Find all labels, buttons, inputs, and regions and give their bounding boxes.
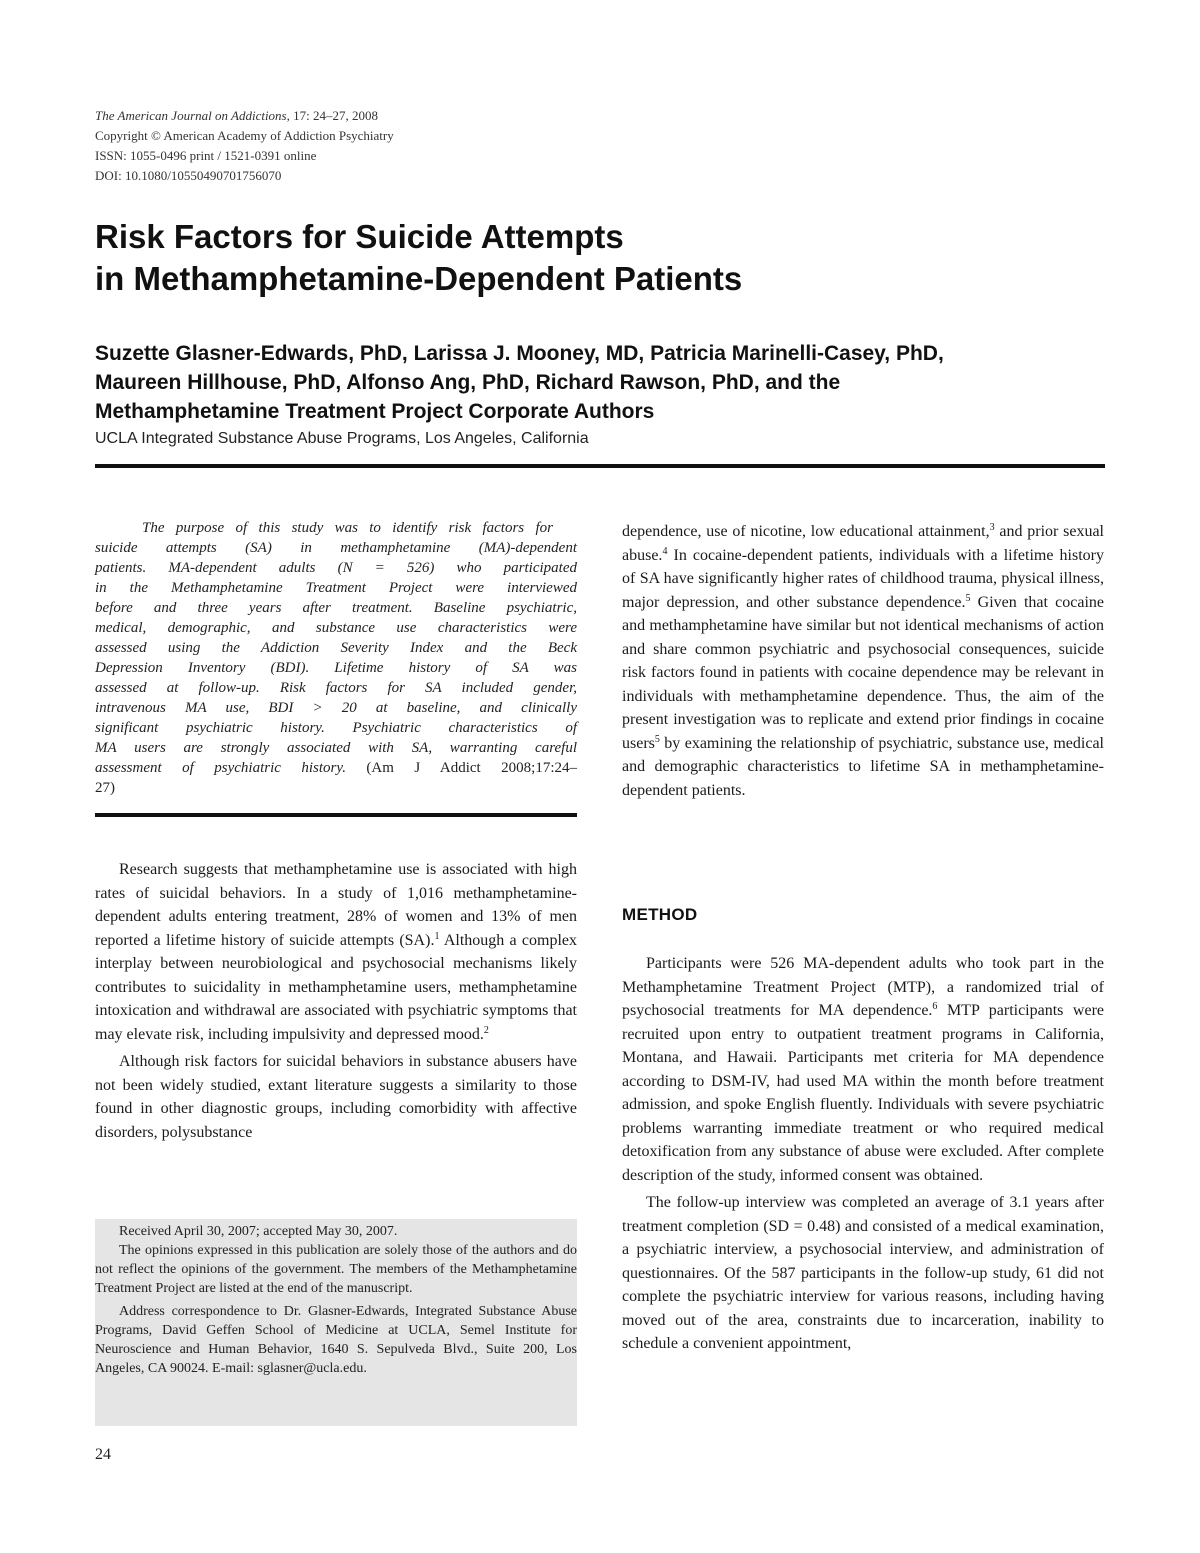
intro-paragraph-continued — [622, 520, 1104, 802]
abstract-line: patients. MA-dependent adults (N = 526) who participated — [95, 560, 577, 576]
reference-superscript: 3 — [989, 522, 995, 533]
reference-superscript: 6 — [932, 1001, 938, 1012]
issn-line: ISSN: 1055-0496 print / 1521-0391 online — [95, 148, 317, 163]
header-divider — [95, 464, 1105, 468]
reference-superscript: 5 — [965, 592, 971, 604]
abstract-line: medical, demographic, and substance use characteristics were — [95, 620, 577, 636]
reference-superscript: 2 — [483, 1024, 489, 1036]
reference-superscript: 1 — [434, 930, 440, 942]
copyright-line: Copyright © American Academy of Addiction Psychiatry — [95, 128, 394, 143]
intro-text: Research suggests that methamphetamine use is associated with high rates of suicidal behaviors. In a study of 1,016 methamphetamine-dependent adults entering treatment, 28% of women and 13% of men reported a lifetime history of suicide attempts (SA). — [95, 861, 577, 949]
author-list — [95, 339, 1105, 426]
method-body — [622, 952, 1104, 1356]
title-line-1: Risk Factors for Suicide Attempts — [95, 218, 624, 255]
method-text: Participants were 526 MA-dependent adults who took part in the Methamphetamine Treatment Project (MTP), a randomized trial of psychosocial treatments for MA dependence. — [622, 955, 1104, 1019]
author-line-2: Maureen Hillhouse, PhD, Alfonso Ang, PhD, Richard Rawson, PhD, and the — [95, 371, 841, 394]
footnote-box — [95, 1219, 577, 1426]
abstract-citation: (Am J Addict 2008;17:24– — [345, 760, 577, 776]
section-heading-method: METHOD — [622, 905, 698, 924]
left-column — [95, 858, 577, 1144]
intro-text: Although a complex interplay between neurobiological and psychosocial mechanisms likely contributes to suicidality in methamphetamine users, methamphetamine intoxication and withdrawal are associated with psychiatric symptoms that may elevate risk, including impulsivity and depressed mood. — [95, 931, 577, 1043]
received-date: Received April 30, 2007; accepted May 30, 2007. — [119, 1224, 398, 1239]
doi-line: DOI: 10.1080/10550490701756070 — [95, 168, 282, 183]
author-line-3: Methamphetamine Treatment Project Corporate Authors — [95, 400, 655, 423]
intro-paragraph-1 — [95, 858, 577, 1046]
abstract-line: Depression Inventory (BDI). Lifetime history of SA was — [95, 660, 577, 676]
method-paragraph-1 — [622, 952, 1104, 1187]
abstract-line: assessed using the Addiction Severity Index and the Beck — [95, 640, 577, 656]
abstract-line: significant psychiatric history. Psychiatric characteristics of — [95, 720, 577, 736]
abstract-line: suicide attempts (SA) in methamphetamine (MA)-dependent — [95, 540, 577, 556]
journal-name: The American Journal on Addictions — [95, 108, 287, 123]
abstract-line: in the Methamphetamine Treatment Project were interviewed — [95, 580, 577, 596]
right-column — [622, 520, 1104, 802]
journal-header — [95, 106, 795, 186]
abstract — [95, 518, 577, 798]
abstract-line: before and three years after treatment. Baseline psychiatric, — [95, 600, 577, 616]
affiliation: UCLA Integrated Substance Abuse Programs, Los Angeles, California — [95, 430, 589, 447]
abstract-line: The purpose of this study was to identify risk factors for — [142, 520, 553, 536]
abstract-citation-end: 27) — [95, 780, 115, 796]
author-line-1: Suzette Glasner-Edwards, PhD, Larissa J. Mooney, MD, Patricia Marinelli-Casey, PhD, — [95, 342, 944, 365]
abstract-divider — [95, 813, 577, 817]
intro-text: and prior sexual abuse. — [622, 523, 1105, 564]
abstract-line — [95, 758, 577, 778]
intro-text: by examining the relationship of psychiatric, substance use, medical and demographic characteristics to lifetime SA in methamphetamine-dependent patients. — [622, 734, 1104, 799]
abstract-line: intravenous MA use, BDI > 20 at baseline, and clinically — [95, 700, 577, 716]
intro-text: dependence, use of nicotine, low educational attainment, — [622, 523, 990, 540]
reference-superscript: 5 — [654, 733, 660, 745]
journal-volume: , 17: 24–27, 2008 — [286, 108, 378, 123]
method-paragraph-2: The follow-up interview was completed an average of 3.1 years after treatment completion (SD = 0.48) and consisted of a medical examination, a psychiatric interview, a psychosocial interview, and administration of questionnaires. Of the 587 participants in the follow-up study, 61 did not complete the psychiatric interview for various reasons, including having moved out of the area, constraints due to incarceration, inability to schedule a convenient appointment, — [622, 1194, 1104, 1352]
disclaimer: The opinions expressed in this publication are solely those of the authors and do not reflect the opinions of the government. The members of the Methamphetamine Treatment Project are listed at the end of the manuscript. — [95, 1243, 577, 1296]
abstract-line: MA users are strongly associated with SA, warranting careful — [95, 740, 577, 756]
page-number: 24 — [95, 1446, 111, 1463]
reference-superscript: 4 — [662, 545, 668, 557]
method-text: MTP participants were recruited upon entry to outpatient treatment programs in California, Montana, and Hawaii. Participants met criteria for MA dependence according to DSM-IV, had used MA within the month before treatment admission, and spoke English fluently. Individuals with severe psychiatric problems warranting immediate treatment or who required medical detoxification from any substance of abuse were excluded. After complete description of the study, informed consent was obtained. — [622, 1002, 1104, 1184]
journal-citation — [95, 106, 795, 126]
article-title — [95, 216, 1105, 300]
correspondence-address: Address correspondence to Dr. Glasner-Edwards, Integrated Substance Abuse Programs, David Geffen School of Medicine at UCLA, Semel Institute for Neuroscience and Human Behavior, 1640 S. Sepulveda Blvd., Suite 200, Los Angeles, CA 90024. E-mail: sglasner@ucla.edu. — [95, 1304, 577, 1376]
abstract-line: assessed at follow-up. Risk factors for SA included gender, — [95, 680, 577, 696]
intro-text: In cocaine-dependent patients, individuals with a lifetime history of SA have significantly higher rates of childhood trauma, physical illness, major depression, and other substance dependence. — [622, 546, 1104, 611]
intro-paragraph-2: Although risk factors for suicidal behaviors in substance abusers have not been widely studied, extant literature suggests a similarity to those found in other diagnostic groups, including comorbidity with affective disorders, polysubstance — [95, 1053, 577, 1141]
title-line-2: in Methamphetamine-Dependent Patients — [95, 260, 743, 297]
abstract-conclusion: assessment of psychiatric history. — [95, 760, 346, 776]
intro-text: Given that cocaine and methamphetamine have similar but not identical mechanisms of action and share common psychiatric and psychosocial consequences, suicide risk factors found in patients with cocaine dependence may be relevant in individuals with methamphetamine dependence. Thus, the aim of the present investigation was to replicate and extend prior findings in cocaine users — [622, 593, 1105, 752]
method-section-header — [622, 905, 1104, 925]
